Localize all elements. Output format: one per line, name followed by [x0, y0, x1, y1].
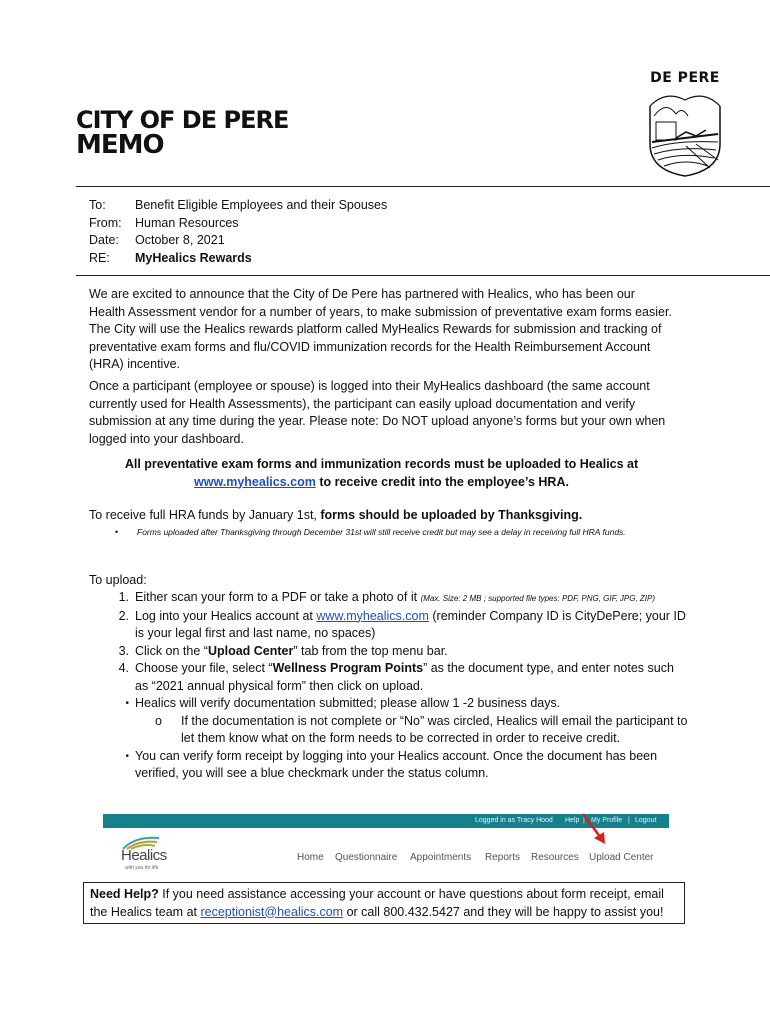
help-link[interactable]: Help: [565, 817, 580, 824]
memo-org-title: CITY OF DE PERE: [76, 106, 289, 134]
logout-link[interactable]: Logout: [635, 817, 657, 824]
healics-brand: Healics: [121, 847, 167, 864]
late-upload-note: • Forms uploaded after Thanksgiving through December 31st will still receive credit but may see a delay in receiving full HRA funds.: [115, 527, 626, 537]
memo-re: RE: MyHealics Rewards: [89, 250, 252, 265]
reception-email-link[interactable]: receptionist@healics.com: [200, 904, 344, 919]
divider-bottom: [76, 275, 770, 276]
sub-bullet-incomplete: o If the documentation is not complete or “No” was circled, Healics will email the participant to let them know what on the form needs to be corrected in order to receive credit.: [155, 713, 688, 745]
nav-questionnaire[interactable]: Questionnaire: [335, 852, 398, 863]
paragraph-intro: We are excited to announce that the City of De Pere has partnered with Healics, who has been our Health Assessment vendor for a number of years, to make submission of preventative exam forms easier. The City will use the Healics rewards platform called MyHealics Rewards for submission and tracking of preventative exam forms and flu/COVID immunization records for the Health Reimbursement Account (HRA) incentive.: [89, 287, 672, 371]
step-3: 3. Click on the “Upload Center” tab from the top menu bar.: [118, 643, 448, 658]
logo-text: DE PERE: [650, 70, 720, 86]
nav-resources[interactable]: Resources: [531, 852, 579, 863]
memo-title: MEMO: [76, 130, 164, 160]
memo-date: Date: October 8, 2021: [89, 233, 225, 247]
seal-icon: [646, 86, 724, 178]
step-4: 4. Choose your file, select “Wellness Program Points” as the document type, and enter notes such as “2021 annual physical form” then click on upload.: [118, 661, 674, 693]
bullet-checkmark: • You can verify form receipt by logging into your Healics account. Once the document has been verified, you will see a blue checkmark under the status column.: [125, 748, 658, 780]
upload-steps: [89, 589, 689, 783]
myhealics-login-link[interactable]: www.myhealics.com: [316, 608, 429, 623]
nav-reports[interactable]: Reports: [485, 852, 521, 863]
to-upload-label: To upload:: [89, 573, 147, 587]
logged-in-text: Logged in as Tracy Hood: [475, 817, 553, 824]
paragraph-dashboard: Once a participant (employee or spouse) is logged into their MyHealics dashboard (the same account currently used for Health Assessments), the participant can easily upload documentation and verify submission at any time during the year. Please note: Do NOT upload anyone’s forms but your own when logged into your dashboard.: [89, 379, 666, 446]
nav-appointments[interactable]: Appointments: [410, 852, 472, 863]
step-2: 2. Log into your Healics account at www.myhealics.com (reminder Company ID is CityDePere; your ID is your legal first and last name, no spaces): [118, 608, 686, 640]
profile-link[interactable]: My Profile: [591, 817, 623, 824]
divider-top: [76, 186, 770, 187]
bold-notice: All preventative exam forms and immunization records must be uploaded to Healics at www.myhealics.com to receive credit into the employee’s HRA.: [124, 457, 639, 489]
nav-home[interactable]: Home: [297, 852, 324, 863]
myhealics-link[interactable]: www.myhealics.com: [194, 474, 316, 489]
help-box: Need Help? If you need assistance accessing your account or have questions about form receipt, email the Healics team at receptionist@healics.com or call 800.432.5427 and they will be happy to assist you!: [83, 882, 685, 924]
red-arrow-icon: [579, 812, 609, 846]
de-pere-logo: [646, 70, 724, 183]
healics-top-bar: Logged in as Tracy Hood Help | My Profile | Logout: [103, 814, 669, 828]
healics-screenshot: [103, 814, 669, 876]
nav-upload-center[interactable]: Upload Center: [589, 852, 654, 863]
bullet-verify: • Healics will verify documentation submitted; please allow 1 -2 business days.: [125, 696, 561, 710]
healics-tagline: with you for life: [125, 865, 159, 871]
hra-deadline: To receive full HRA funds by January 1st, forms should be uploaded by Thanksgiving.: [89, 508, 583, 522]
step-1: 1. Either scan your form to a PDF or take a photo of it (Max. Size: 2 MB ; supported file types: PDF, PNG, GIF, JPG, ZIP): [118, 590, 656, 604]
memo-to: To: Benefit Eligible Employees and their Spouses: [89, 198, 388, 212]
memo-from: From: Human Resources: [89, 215, 239, 230]
